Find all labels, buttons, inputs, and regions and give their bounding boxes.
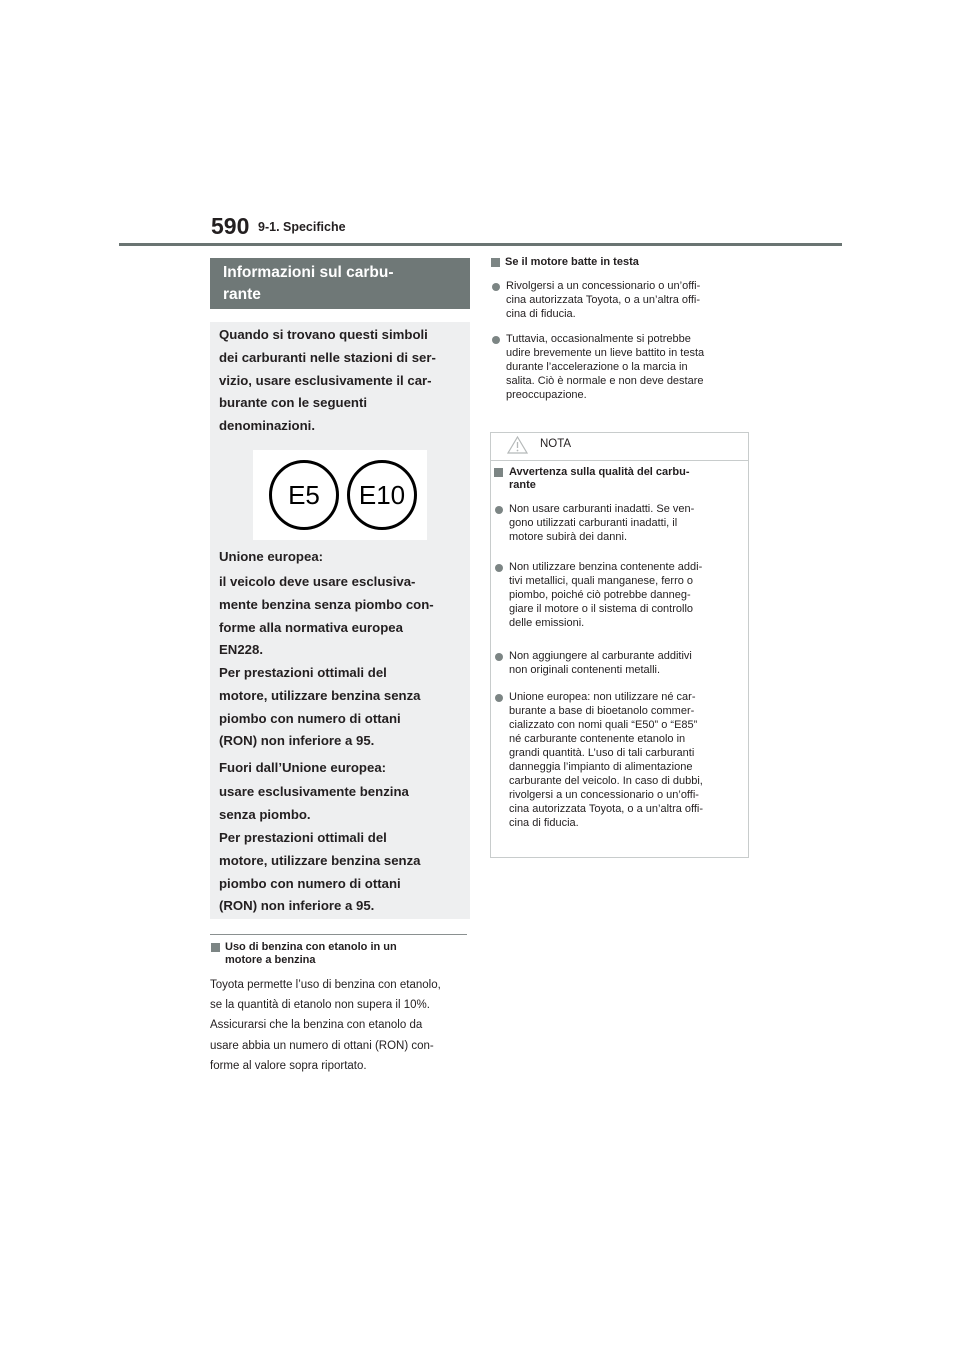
nota-bullet (509, 690, 745, 830)
round-bullet-icon (492, 283, 500, 291)
eu-performance-text (219, 662, 464, 753)
text-line: motore subirà dei danni. (509, 531, 628, 543)
text-line: usare esclusivamente benzina (219, 784, 409, 799)
text-line: forme al valore sopra riportato. (210, 1059, 367, 1072)
text-line: piombo con numero di ottani (219, 710, 401, 726)
section-title: 9-1. Specifiche (258, 220, 346, 234)
text-line: mente benzina senza piombo con- (219, 596, 434, 612)
fuel-symbol-e5: E5 (269, 460, 339, 530)
nota-bullet (509, 649, 745, 677)
info-title-line: Informazioni sul carbu- (223, 264, 394, 281)
text-line: Quando si trovano questi simboli (219, 327, 428, 342)
text-line: motore a benzina (225, 954, 316, 966)
text-line: né carburante contenente etanolo in (509, 733, 686, 745)
text-line: grandi quantità. L’uso di tali carburanti (509, 747, 695, 759)
text-line: dei carburanti nelle stazioni di ser- (219, 349, 436, 365)
intro-text (219, 324, 464, 438)
text-line: rivolgersi a un concessionario o un’offi- (509, 789, 699, 801)
text-line: Per prestazioni ottimali del (219, 830, 387, 845)
text-line: se la quantità di etanolo non supera il 10%. (210, 999, 430, 1012)
header-divider (119, 243, 842, 246)
text-line: giare il motore o il sistema di controllo (509, 603, 694, 615)
round-bullet-icon (495, 506, 503, 514)
square-bullet-icon (491, 258, 500, 267)
eu-heading: Unione europea: (219, 549, 324, 564)
nota-divider (491, 460, 748, 461)
info-title (223, 262, 463, 306)
text-line: cina autorizzata Toyota, o a un’altra offi- (509, 803, 704, 815)
text-line: Toyota permette l’uso di benzina con etanolo, (210, 979, 441, 991)
text-line: burante a base di bioetanolo commer- (509, 705, 695, 717)
nota-bullet (509, 560, 745, 630)
text-line: Avvertenza sulla qualità del carbu- (509, 466, 690, 478)
text-line: denominazioni. (219, 418, 315, 434)
page-number: 590 (211, 213, 250, 239)
nota-heading (509, 466, 744, 492)
text-line: preoccupazione. (506, 389, 587, 401)
non-eu-text (219, 781, 464, 827)
text-line: piombo con numero di ottani (219, 875, 401, 891)
text-line: il veicolo deve usare esclusiva- (219, 574, 416, 589)
knock-heading: Se il motore batte in testa (505, 256, 639, 268)
text-line: non originali contenenti metalli. (509, 664, 661, 676)
square-bullet-icon (211, 943, 220, 952)
text-line: motore, utilizzare benzina senza (219, 852, 421, 868)
non-eu-heading: Fuori dall’Unione europea: (219, 760, 387, 775)
text-line: (RON) non inferiore a 95. (219, 898, 375, 914)
text-line: delle emissioni. (509, 617, 585, 629)
non-eu-performance-text (219, 827, 464, 918)
ethanol-heading (225, 941, 465, 967)
text-line: Non utilizzare benzina contenente addi- (509, 561, 703, 573)
text-line: cina di fiducia. (506, 308, 576, 320)
text-line: rante (509, 479, 536, 491)
text-line: piombo, poiché ciò potrebbe danneg- (509, 589, 691, 601)
text-line: vizio, usare esclusivamente il car- (219, 372, 432, 388)
fuel-symbols-image (253, 450, 427, 540)
text-line: tivi metallici, quali manganese, ferro o (509, 575, 694, 587)
text-line: durante l’accelerazione o la marcia in (506, 361, 688, 373)
warning-triangle-icon (507, 436, 528, 454)
eu-text (219, 571, 464, 662)
text-line: Unione europea: non utilizzare né car- (509, 691, 696, 703)
text-line: burante con le seguenti (219, 395, 368, 411)
text-line: senza piombo. (219, 806, 311, 822)
text-line: Uso di benzina con etanolo in un (225, 941, 397, 953)
ethanol-text (210, 975, 470, 1076)
knock-bullet (506, 279, 746, 321)
text-line: motore, utilizzare benzina senza (219, 687, 421, 703)
info-title-line: rante (223, 286, 261, 303)
text-line: Rivolgersi a un concessionario o un’offi- (506, 280, 701, 292)
text-line: cializzato con nomi quali “E50” o “E85” (509, 719, 698, 731)
text-line: danneggia l’impianto di alimentazione (509, 761, 693, 773)
round-bullet-icon (495, 653, 503, 661)
text-line: gono utilizzati carburanti inadatti, il (509, 517, 678, 529)
round-bullet-icon (495, 694, 503, 702)
text-line: udire brevemente un lieve battito in testa (506, 347, 705, 359)
knock-bullet (506, 332, 746, 402)
text-line: Non usare carburanti inadatti. Se ven- (509, 503, 695, 515)
text-line: salita. Ciò è normale e non deve destare (506, 375, 704, 387)
text-line: cina di fiducia. (509, 817, 579, 829)
nota-label: NOTA (540, 438, 572, 450)
square-bullet-icon (494, 468, 503, 477)
section-divider (210, 934, 467, 935)
fuel-symbol-e10: E10 (347, 460, 417, 530)
text-line: cina autorizzata Toyota, o a un’altra offi- (506, 294, 701, 306)
nota-bullet (509, 502, 745, 544)
text-line: EN228. (219, 642, 263, 658)
text-line: carburante del veicolo. In caso di dubbi, (509, 775, 703, 787)
text-line: Assicurarsi che la benzina con etanolo da (210, 1019, 423, 1032)
round-bullet-icon (495, 564, 503, 572)
text-line: Tuttavia, occasionalmente si potrebbe (506, 333, 691, 345)
text-line: forme alla normativa europea (219, 619, 403, 635)
text-line: Per prestazioni ottimali del (219, 665, 387, 680)
text-line: Non aggiungere al carburante additivi (509, 650, 692, 662)
text-line: (RON) non inferiore a 95. (219, 733, 375, 749)
text-line: usare abbia un numero di ottani (RON) con- (210, 1039, 434, 1052)
round-bullet-icon (492, 336, 500, 344)
